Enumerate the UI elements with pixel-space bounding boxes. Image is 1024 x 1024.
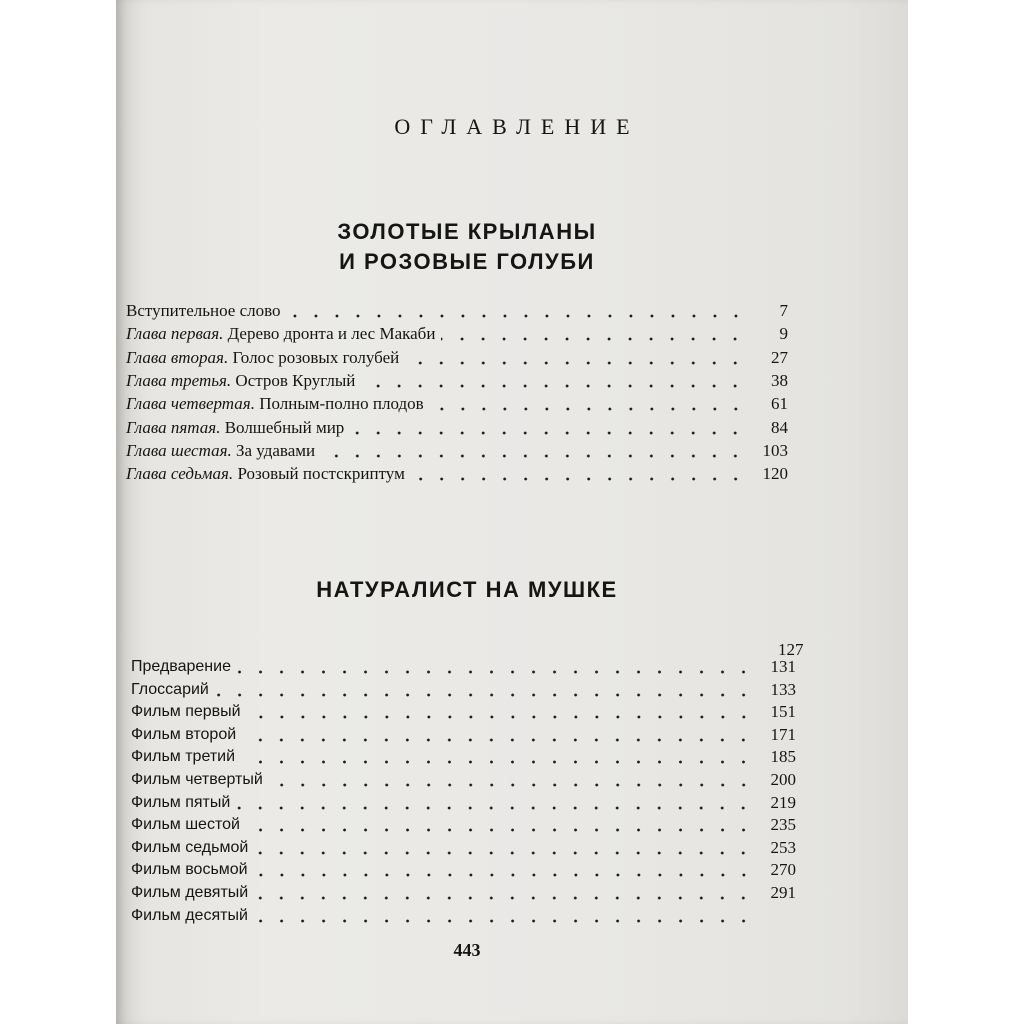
toc-entry <box>126 393 788 415</box>
film-title: Фильм третий <box>131 748 236 766</box>
dot-leader <box>350 431 746 435</box>
toc-entry <box>126 417 788 439</box>
chapter-prefix: Глава вторая. <box>126 347 229 367</box>
chapter-title: Полным-полно плодов <box>259 394 424 414</box>
film-title: Фильм первый <box>131 703 241 721</box>
part1-title <box>0 217 934 277</box>
toc-entry <box>126 347 788 369</box>
toc-entry-label <box>126 370 355 392</box>
film-title: Фильм пятый <box>131 793 231 811</box>
toc-entry <box>126 370 788 392</box>
dot-leader <box>269 783 754 787</box>
toc-entry <box>131 746 796 768</box>
chapter-title: Остров Круглый <box>235 370 356 390</box>
toc-entry-label <box>126 463 405 485</box>
toc-page-number: 7 <box>779 301 788 320</box>
toc-entry <box>131 792 796 814</box>
part2-title: НАТУРАЛИСТ НА МУШКЕ <box>316 577 618 602</box>
chapter-prefix: Глава первая. <box>126 324 224 344</box>
toc-page-number: 171 <box>770 724 796 744</box>
film-title: Предварение <box>131 658 231 675</box>
dot-leader <box>405 361 746 365</box>
dot-leader <box>254 873 754 877</box>
toc-page-number: 133 <box>770 679 796 699</box>
toc-entry <box>126 300 788 322</box>
film-title: Фильм восьмой <box>131 861 248 879</box>
chapter-title: Голос розовых голубей <box>232 347 400 367</box>
dot-leader <box>361 384 746 388</box>
chapter-prefix: Глава пятая. <box>126 417 221 437</box>
chapter-prefix: Глава седьмая. <box>126 464 234 484</box>
toc-entry <box>126 440 788 462</box>
chapter-title: Волшебный мир <box>224 417 345 437</box>
dot-leader <box>237 670 754 674</box>
part1-title-line2: И РОЗОВЫЕ ГОЛУБИ <box>339 249 595 274</box>
part1-title-line1: ЗОЛОТЫЕ КРЫЛАНЫ <box>337 219 597 244</box>
dot-leader <box>215 693 754 697</box>
chapter-prefix: Глава четвертая. <box>126 394 255 414</box>
toc-entry <box>131 882 796 904</box>
toc-page-number: 103 <box>762 440 788 460</box>
toc-page-number: 151 <box>770 702 796 722</box>
film-title: Фильм седьмой <box>131 838 249 856</box>
toc-entry <box>131 724 796 746</box>
film-title: Фильм четвертый <box>131 771 263 788</box>
toc-entry <box>126 323 788 345</box>
toc-page-number: 200 <box>770 770 796 789</box>
toc-entry <box>126 463 788 485</box>
page-number: 443 <box>453 940 481 960</box>
chapter-title: За удавами <box>236 440 316 460</box>
toc-entry-label <box>126 393 424 415</box>
dot-leader <box>287 314 746 318</box>
chapter-title: Дерево дронта и лес Макаби <box>227 324 436 344</box>
toc-page-number: 9 <box>779 324 788 344</box>
toc-entry-label <box>126 417 344 439</box>
chapter-title: Вступительное слово <box>126 301 281 320</box>
toc-entry <box>131 814 796 836</box>
dot-leader <box>247 715 754 719</box>
toc-page-number: 61 <box>771 394 788 414</box>
dot-leader <box>254 851 754 855</box>
toc-page-number: 131 <box>770 657 796 676</box>
toc-entry <box>131 769 796 791</box>
toc-page-number: 120 <box>762 464 788 484</box>
toc-entry <box>131 679 796 701</box>
film-title: Глоссарий <box>131 680 209 698</box>
toc-page-number: 27 <box>771 347 788 367</box>
toc-page-number: 219 <box>770 792 796 812</box>
dot-leader <box>254 896 754 900</box>
dot-leader <box>321 454 746 458</box>
toc-page-number: 253 <box>770 837 796 857</box>
part2-first-page-number: 127 <box>778 640 804 660</box>
chapter-title: Розовый постскриптум <box>237 464 405 484</box>
toc-page-number: 235 <box>770 815 796 835</box>
toc-entry-label <box>126 323 435 345</box>
toc-page-number: 38 <box>771 370 788 390</box>
toc-entry <box>131 656 796 678</box>
dot-leader <box>236 806 754 810</box>
toc-entry <box>131 701 796 723</box>
toc-entry <box>131 859 796 881</box>
dot-leader <box>254 919 754 923</box>
toc-page-number: 84 <box>771 417 788 437</box>
toc-entry-label <box>126 347 399 369</box>
toc-entry <box>131 905 796 927</box>
toc-entry <box>131 837 796 859</box>
toc-entry-label <box>126 440 315 462</box>
film-title: Фильм второй <box>131 725 237 743</box>
chapter-prefix: Глава третья. <box>126 370 232 390</box>
dot-leader <box>430 407 746 411</box>
toc-page-number: 185 <box>770 747 796 767</box>
dot-leader <box>441 337 746 341</box>
toc-entry-label <box>126 300 281 322</box>
dot-leader <box>411 477 746 481</box>
film-title: Фильм девятый <box>131 884 249 901</box>
dot-leader <box>241 760 754 764</box>
dot-leader <box>246 828 754 832</box>
toc-page-number: 291 <box>770 883 796 902</box>
toc-heading: ОГЛАВЛЕНИЕ <box>394 114 640 139</box>
dot-leader <box>242 738 754 742</box>
chapter-prefix: Глава шестая. <box>126 440 232 460</box>
film-title: Фильм десятый <box>131 906 248 924</box>
film-title: Фильм шестой <box>131 816 240 834</box>
toc-page-number: 270 <box>770 860 796 880</box>
